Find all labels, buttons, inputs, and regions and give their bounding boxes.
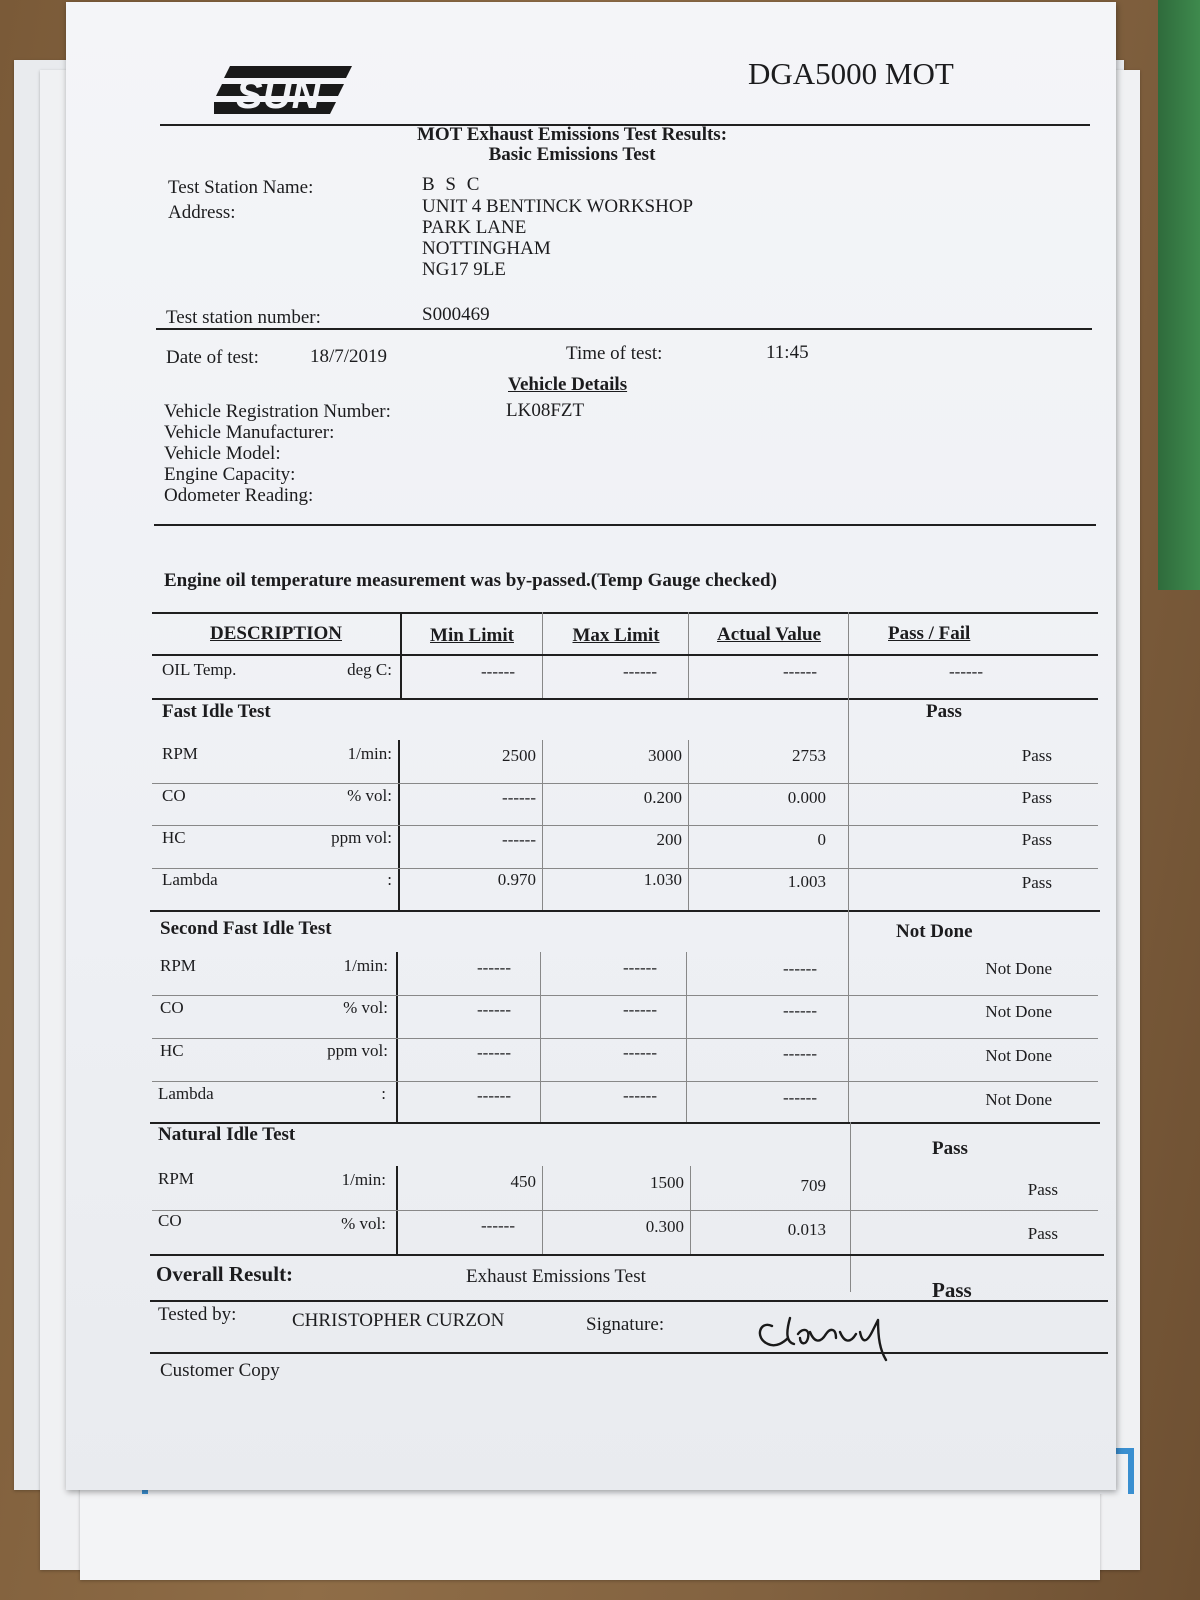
station-number-label: Test station number: [166,307,321,328]
row-desc: CO [162,786,186,805]
row-rule [152,868,1098,869]
row-unit: 1/min: [343,956,388,975]
overall-test-name: Exhaust Emissions Test [466,1266,646,1287]
row-max: ------ [623,1000,657,1019]
second-col-desc [396,952,398,1122]
station-number-value: S000469 [422,304,490,325]
row-result: Pass [1027,1224,1058,1243]
row-actual: ------ [783,1001,817,1020]
row-unit: : [381,1084,386,1103]
fast-idle-title: Fast Idle Test [162,701,271,722]
row-result: Pass [1021,830,1052,849]
doc-title-line1: MOT Exhaust Emissions Test Results: [416,124,728,145]
row-desc: CO [160,998,184,1017]
address-line-1: UNIT 4 BENTINCK WORKSHOP [422,196,694,217]
oil-row-max: ------ [623,662,657,681]
odometer-label: Odometer Reading: [164,485,314,506]
row-max: 1500 [650,1173,684,1192]
vehicle-details-heading: Vehicle Details [508,374,628,395]
row-unit: % vol: [343,998,388,1017]
second-col-actual [848,910,849,1122]
signature-label: Signature: [586,1314,665,1335]
fast-idle-bottom-rule [150,910,1100,912]
row-max: ------ [623,958,657,977]
header-max-limit: Max Limit [572,625,660,646]
row-max: ------ [623,1043,657,1062]
natural-idle-result: Pass [932,1138,968,1159]
natural-col-actual [850,1122,851,1292]
second-col-max [686,952,687,1122]
tested-by-label: Tested by: [158,1304,237,1325]
row-result: Not Done [985,1090,1052,1109]
row-actual: 709 [800,1176,826,1195]
row-unit: ppm vol: [327,1041,388,1060]
natural-idle-title: Natural Idle Test [158,1124,296,1145]
oil-row-actual: ------ [783,662,817,681]
header-description: DESCRIPTION [210,623,342,644]
row-desc: Lambda [162,870,218,889]
oil-row-result: ------ [949,662,983,681]
table-top-rule [152,612,1098,614]
handwritten-signature [750,1298,940,1364]
row-min: ------ [477,1000,511,1019]
row-actual: 0.013 [787,1220,826,1239]
oil-row-desc: OIL Temp. [162,660,237,679]
row-unit: : [387,870,392,889]
engine-capacity-label: Engine Capacity: [164,464,296,485]
row-actual: ------ [783,1088,817,1107]
station-name-label: Test Station Name: [168,177,314,198]
sun-logo [214,64,354,116]
header-pass-fail: Pass / Fail [888,623,971,644]
row-unit: 1/min: [347,744,392,763]
address-line-4: NG17 9LE [422,259,506,280]
row-rule [152,825,1098,826]
address-label: Address: [168,202,236,223]
row-actual: 1.003 [787,872,826,891]
row-min: 0.970 [497,870,536,889]
manufacturer-label: Vehicle Manufacturer: [164,422,335,443]
date-value: 18/7/2019 [310,346,388,367]
green-folder-edge [1158,0,1200,590]
row-min: ------ [502,830,536,849]
registration-label: Vehicle Registration Number: [164,401,391,422]
row-result: Pass [1021,788,1052,807]
row-result: Pass [1021,746,1052,765]
time-value: 11:45 [766,342,809,363]
model-label: Vehicle Model: [164,443,281,464]
model-name: DGA5000 MOT [748,56,954,91]
second-fast-idle-result: Not Done [896,921,973,942]
row-result: Pass [1021,873,1052,892]
row-min: ------ [502,788,536,807]
row-max: 3000 [648,746,682,765]
row-actual: ------ [783,959,817,978]
oil-row-rule [152,698,1098,700]
header-actual-value: Actual Value [717,624,821,645]
row-desc: RPM [160,956,196,975]
second-fast-idle-title: Second Fast Idle Test [160,918,332,939]
row-unit: % vol: [347,786,392,805]
row-unit: % vol: [341,1214,386,1233]
row-unit: 1/min: [341,1170,386,1189]
row-min: 450 [510,1172,536,1191]
row-min: ------ [477,958,511,977]
header-min-limit: Min Limit [430,625,514,646]
station-rule [156,328,1092,330]
row-min: ------ [477,1086,511,1105]
footer-rule [150,1352,1108,1354]
row-unit: ppm vol: [331,828,392,847]
row-desc: Lambda [158,1084,214,1103]
natural-idle-bottom-rule [150,1254,1104,1256]
row-actual: 2753 [792,746,826,765]
logo-text: SUN [236,73,321,116]
row-max: ------ [623,1086,657,1105]
row-max: 0.200 [643,788,682,807]
row-desc: HC [160,1041,184,1060]
row-rule [152,783,1098,784]
row-actual: 0.000 [787,788,826,807]
row-result: Not Done [985,1046,1052,1065]
oil-temp-note: Engine oil temperature measurement was by-passed.(Temp Gauge checked) [164,570,777,591]
row-max: 1.030 [643,870,682,889]
fast-idle-result: Pass [926,701,962,722]
row-result: Pass [1027,1180,1058,1199]
oil-row-min: ------ [481,662,515,681]
row-rule [152,1038,1098,1039]
row-desc: RPM [162,744,198,763]
address-line-2: PARK LANE [422,217,527,238]
row-min: ------ [477,1043,511,1062]
address-line-3: NOTTINGHAM [422,238,551,259]
row-rule [152,1210,1098,1211]
row-max: 0.300 [645,1217,684,1236]
doc-title-line2: Basic Emissions Test [488,144,656,165]
row-desc: HC [162,828,186,847]
row-max: 200 [656,830,682,849]
row-desc: RPM [158,1169,194,1188]
oil-row-unit: deg C: [347,660,392,679]
second-col-min [540,952,541,1122]
overall-result-label: Overall Result: [156,1262,294,1286]
tester-name: CHRISTOPHER CURZON [292,1310,505,1331]
time-label: Time of test: [566,343,663,364]
row-actual: ------ [783,1044,817,1063]
registration-value: LK08FZT [506,400,585,421]
station-name-value: B S C [422,174,483,195]
overall-rule [150,1300,1108,1302]
row-rule [152,1081,1098,1082]
vehicle-rule [154,524,1096,526]
date-label: Date of test: [166,347,259,368]
row-min: 2500 [502,746,536,765]
customer-copy-label: Customer Copy [160,1360,280,1381]
emissions-certificate [66,2,1116,1490]
fast-idle-col-actual [848,698,849,910]
overall-result-value: Pass [932,1278,972,1302]
row-desc: CO [158,1211,182,1230]
header-rule [152,654,1098,656]
row-actual: 0 [817,830,826,849]
row-result: Not Done [985,959,1052,978]
row-result: Not Done [985,1002,1052,1021]
row-min: ------ [481,1216,515,1235]
row-rule [152,995,1098,996]
